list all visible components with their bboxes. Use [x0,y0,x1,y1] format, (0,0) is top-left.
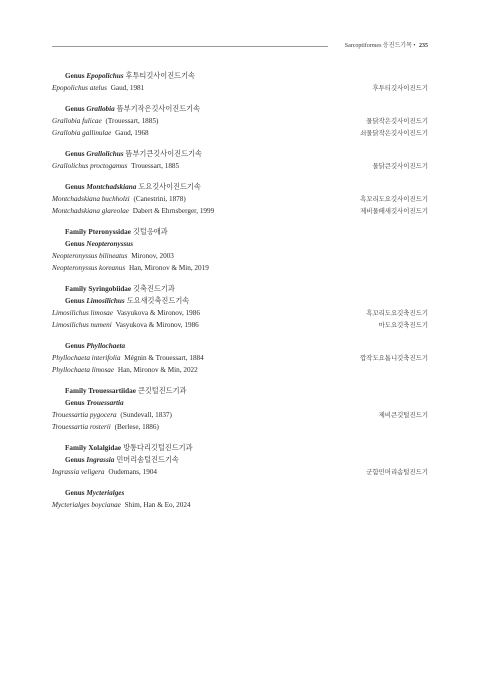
genus-heading [52,487,428,499]
species-authority: (Berlese, 1886) [112,423,159,431]
species-row [52,82,428,94]
taxon-rank: Genus [65,342,87,350]
species-authority: Vasyukova & Mironov, 1986 [113,321,199,329]
species-authority: Mégnin & Trouessart, 1884 [122,354,204,362]
genus-heading [52,70,428,82]
taxon-rank: Genus [65,105,87,113]
species-korean-name: 제비물떼새깃사이진드기 [360,207,428,215]
species-name: Epopolichus atelus [52,84,107,92]
species-korean-name: 후투티깃사이진드기 [372,84,428,92]
group-spacer [52,433,428,442]
species-row [52,499,428,511]
genus-name: Mycterialges [86,489,125,497]
page-number: 235 [419,43,428,49]
genus-name: Grallobia [86,105,115,113]
taxon-rank: Genus [65,489,87,497]
species-authority: Dabert & Ehrnsberger, 1999 [131,207,215,215]
species-row [52,250,428,262]
taxon-list [52,70,428,511]
korean-taxon-name: 뜸부기작은깃사이진드기속 [116,105,201,113]
species-korean-name: 깝작도요톱니깃축진드기 [360,354,428,362]
species-row [52,262,428,274]
genus-heading [52,295,428,307]
genus-heading [52,181,428,193]
taxon-rank: Genus [65,72,87,80]
korean-taxon-name: 민머리솜털진드기속 [116,456,179,464]
family-name: Syringobiidae [88,285,132,293]
species-name: Trouessartia rosterii [52,423,111,431]
species-name: Neopteronyssus koreanus [52,264,126,272]
species-korean-name: 제비큰깃털진드기 [378,411,428,419]
species-authority: Shim, Han & Eo, 2024 [122,501,191,509]
group-spacer [52,217,428,226]
korean-taxon-name: 깃축진드기과 [133,285,175,293]
species-row [52,160,428,172]
running-header-title: Sarcoptiformes 응진드기목 [344,43,412,49]
group-spacer [52,376,428,385]
group-spacer [52,331,428,340]
family-heading [52,442,428,454]
korean-taxon-name: 도요새깃축진드기속 [126,297,190,305]
header-rule [52,46,328,47]
species-authority: Gaud, 1968 [113,129,149,137]
genus-heading [52,454,428,466]
korean-taxon-name: 방통다리깃털진드기과 [123,444,193,452]
species-row [52,364,428,376]
species-row [52,319,428,331]
taxon-rank: Family [65,285,89,293]
taxon-rank: Genus [65,183,87,191]
genus-name: Phyllochaeta [86,342,126,350]
family-heading [52,385,428,397]
species-authority: Gaud, 1981 [108,84,145,92]
taxon-rank: Family [65,444,89,452]
species-korean-name: 쇠물닭작은깃사이진드기 [360,129,428,137]
species-authority: (Canestrini, 1878) [131,195,186,203]
species-row [52,193,428,205]
species-name: Limosilichus limosae [52,309,113,317]
species-authority: (Trouessart, 1885) [103,117,159,125]
genus-heading [52,340,428,352]
group-spacer [52,478,428,487]
species-authority: Oudemans, 1904 [106,468,158,476]
species-name: Limosilichus numeni [52,321,112,329]
taxon-rank: Family [65,387,89,395]
species-name: Grallolichus proctogamus [52,162,128,170]
species-row [52,409,428,421]
species-name: Trouessartia pygocera [52,411,117,419]
genus-heading [52,148,428,160]
species-row [52,205,428,217]
species-name: Montchadskiana buchholzi [52,195,130,203]
genus-name: Neopteronyssus [86,240,134,248]
genus-name: Trouessartia [86,399,124,407]
species-row [52,115,428,127]
species-name: Mycterialges boycianae [52,501,121,509]
species-authority: Vasyukova & Mironov, 1986 [114,309,200,317]
species-authority: Trouessart, 1885 [129,162,180,170]
species-row [52,307,428,319]
korean-taxon-name: 뜸부기큰깃사이진드기속 [125,150,202,158]
species-row [52,421,428,433]
running-header-separator: • [413,43,416,49]
species-authority: (Sundevall, 1837) [118,411,172,419]
species-row [52,466,428,478]
group-spacer [52,94,428,103]
taxon-rank: Genus [65,240,87,248]
family-name: Xolalgidae [88,444,122,452]
genus-name: Epopolichus [86,72,124,80]
korean-taxon-name: 후투티깃사이진드기속 [125,72,195,80]
species-name: Grallobia fulicae [52,117,102,125]
group-spacer [52,139,428,148]
family-name: Trouessartiidae [88,387,136,395]
genus-name: Ingrassia [86,456,115,464]
species-korean-name: 흑꼬리도요깃축진드기 [366,309,428,317]
korean-taxon-name: 큰깃털진드기과 [137,387,187,395]
korean-taxon-name: 깃털응애과 [132,228,168,236]
species-korean-name: 군함민머리솜털진드기 [366,468,428,476]
genus-name: Grallolichus [86,150,124,158]
species-korean-name: 물닭큰깃사이진드기 [372,162,428,170]
taxon-rank: Genus [65,150,87,158]
running-header [345,40,428,49]
species-row [52,352,428,364]
species-row [52,127,428,139]
species-name: Ingrassia veligera [52,468,105,476]
group-spacer [52,172,428,181]
taxon-rank: Genus [65,297,87,305]
taxon-rank: Genus [65,456,87,464]
species-name: Grallobia gallinulae [52,129,112,137]
species-korean-name: 마도요깃축진드기 [378,321,428,329]
species-name: Phyllochaeta interifolia [52,354,121,362]
genus-heading [52,103,428,115]
genus-heading [52,238,428,250]
family-name: Pteronyssidae [88,228,131,236]
genus-name: Limosilichus [86,297,125,305]
korean-taxon-name: 도요깃사이진드기속 [138,183,201,191]
species-authority: Han, Mironov & Min, 2019 [127,264,209,272]
group-spacer [52,274,428,283]
species-korean-name: 흑꼬리도요깃사이진드기 [360,195,428,203]
species-authority: Han, Mironov & Min, 2022 [116,366,198,374]
species-name: Montchadskiana glareolae [52,207,129,215]
family-heading [52,226,428,238]
genus-name: Montchadskiana [86,183,137,191]
species-authority: Mironov, 2003 [129,252,174,260]
genus-heading [52,397,428,409]
species-korean-name: 물닭작은깃사이진드기 [366,117,428,125]
species-name: Neopteronyssus bilineatus [52,252,128,260]
taxon-rank: Family [65,228,89,236]
family-heading [52,283,428,295]
species-name: Phyllochaeta limosae [52,366,115,374]
taxon-rank: Genus [65,399,87,407]
